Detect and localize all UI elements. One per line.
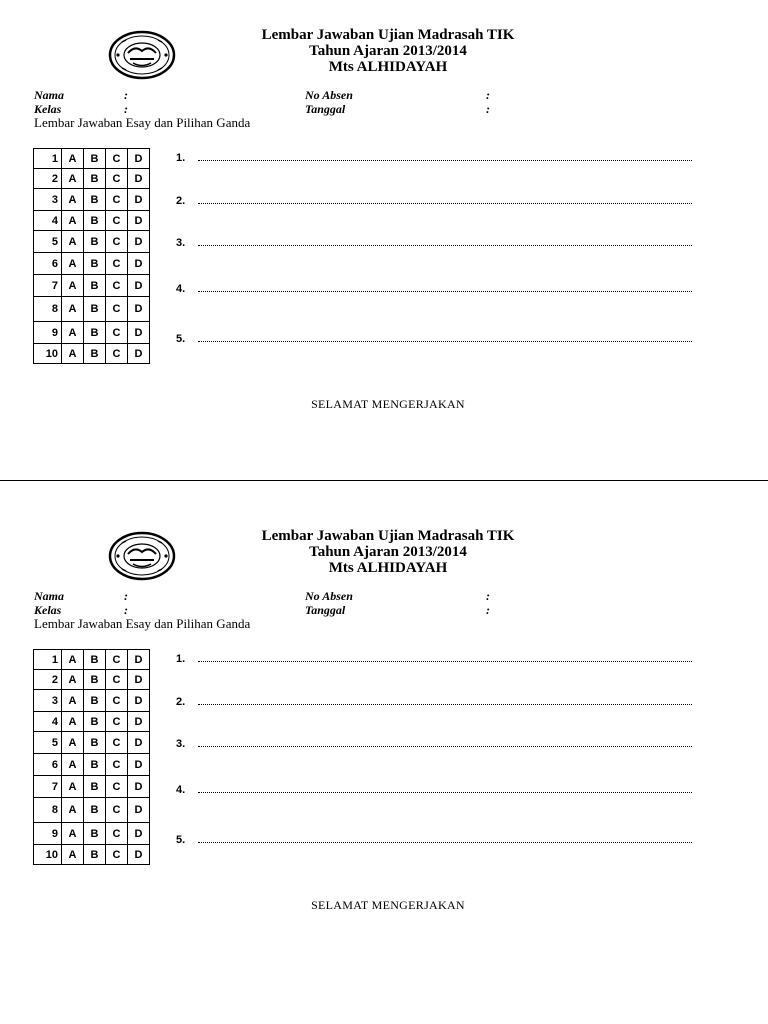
mc-row	[34, 211, 150, 231]
title-line-2: Tahun Ajaran 2013/2014	[309, 544, 467, 560]
mc-row	[34, 712, 150, 732]
mc-option-c[interactable]: C	[106, 845, 128, 865]
essay-dotted-line	[198, 290, 692, 292]
mc-option-a[interactable]: A	[62, 798, 84, 823]
essay-number: 2.	[176, 195, 186, 207]
mc-option-a[interactable]: A	[62, 149, 84, 169]
multiple-choice-table	[33, 649, 150, 865]
mc-row	[34, 732, 150, 754]
mc-question-number: 10	[34, 344, 62, 364]
mc-row	[34, 798, 150, 823]
mc-option-c[interactable]: C	[106, 211, 128, 231]
mc-question-number: 6	[34, 754, 62, 776]
mc-option-a[interactable]: A	[62, 690, 84, 712]
mc-option-a[interactable]: A	[62, 189, 84, 211]
mc-row	[34, 845, 150, 865]
essay-dotted-line	[198, 244, 692, 246]
essay-dotted-line	[198, 660, 692, 662]
mc-option-c[interactable]: C	[106, 690, 128, 712]
title-line-3: Mts ALHIDAYAH	[328, 560, 448, 576]
title-line-1: Lembar Jawaban Ujian Madrasah TIK	[261, 27, 515, 43]
absen-colon: :	[486, 88, 490, 102]
mc-question-number: 3	[34, 189, 62, 211]
mc-option-d[interactable]: D	[128, 670, 150, 690]
essay-line[interactable]	[176, 784, 696, 796]
mc-option-b[interactable]: B	[84, 322, 106, 344]
essay-line[interactable]	[176, 653, 696, 665]
essay-line[interactable]	[176, 195, 696, 207]
multiple-choice-table	[33, 148, 150, 364]
mc-option-a[interactable]: A	[62, 670, 84, 690]
mc-option-c[interactable]: C	[106, 253, 128, 275]
mc-option-b[interactable]: B	[84, 275, 106, 297]
mc-question-number: 6	[34, 253, 62, 275]
mc-option-a[interactable]: A	[62, 823, 84, 845]
mc-option-b[interactable]: B	[84, 845, 106, 865]
mc-option-b[interactable]: B	[84, 211, 106, 231]
essay-dotted-line	[198, 159, 692, 161]
essay-line[interactable]	[176, 283, 696, 295]
mc-row	[34, 776, 150, 798]
mc-option-d[interactable]: D	[128, 754, 150, 776]
mc-question-number: 4	[34, 211, 62, 231]
mc-question-number: 2	[34, 169, 62, 189]
absen-label: No Absen	[305, 589, 353, 603]
class-label: Kelas	[34, 102, 62, 116]
mc-option-b[interactable]: B	[84, 823, 106, 845]
title-line-1: Lembar Jawaban Ujian Madrasah TIK	[261, 528, 515, 544]
mc-option-a[interactable]: A	[62, 845, 84, 865]
mc-option-d[interactable]: D	[128, 297, 150, 322]
mc-question-number: 2	[34, 670, 62, 690]
mc-option-a[interactable]: A	[62, 712, 84, 732]
mc-option-b[interactable]: B	[84, 670, 106, 690]
class-label: Kelas	[34, 603, 62, 617]
date-label: Tanggal	[305, 603, 346, 617]
mc-option-c[interactable]: C	[106, 798, 128, 823]
mc-option-a[interactable]: A	[62, 650, 84, 670]
mc-question-number: 1	[34, 650, 62, 670]
answer-sheet-bottom	[0, 501, 768, 981]
mc-option-c[interactable]: C	[106, 169, 128, 189]
class-colon: :	[124, 603, 128, 617]
mc-option-b[interactable]: B	[84, 754, 106, 776]
mc-option-b[interactable]: B	[84, 650, 106, 670]
absen-colon: :	[486, 589, 490, 603]
essay-number: 2.	[176, 696, 186, 708]
essay-dotted-line	[198, 202, 692, 204]
mc-row	[34, 322, 150, 344]
essay-line[interactable]	[176, 237, 696, 249]
mc-option-b[interactable]: B	[84, 776, 106, 798]
mc-row	[34, 754, 150, 776]
mc-option-d[interactable]: D	[128, 231, 150, 253]
essay-number: 1.	[176, 152, 186, 164]
cut-line	[0, 480, 768, 481]
mc-option-d[interactable]: D	[128, 253, 150, 275]
essay-number: 4.	[176, 283, 186, 295]
mc-row	[34, 823, 150, 845]
mc-option-d[interactable]: D	[128, 712, 150, 732]
mc-question-number: 1	[34, 149, 62, 169]
mc-row	[34, 169, 150, 189]
mc-option-a[interactable]: A	[62, 297, 84, 322]
essay-dotted-line	[198, 745, 692, 747]
mc-option-d[interactable]: D	[128, 169, 150, 189]
mc-option-d[interactable]: D	[128, 798, 150, 823]
mc-question-number: 5	[34, 732, 62, 754]
mc-option-b[interactable]: B	[84, 169, 106, 189]
mc-row	[34, 231, 150, 253]
mc-row	[34, 149, 150, 169]
mc-option-c[interactable]: C	[106, 275, 128, 297]
mc-option-a[interactable]: A	[62, 211, 84, 231]
mc-row	[34, 189, 150, 211]
mc-row	[34, 275, 150, 297]
mc-option-d[interactable]: D	[128, 690, 150, 712]
mc-option-b[interactable]: B	[84, 690, 106, 712]
mc-question-number: 5	[34, 231, 62, 253]
essay-number: 5.	[176, 834, 186, 846]
mc-option-d[interactable]: D	[128, 344, 150, 364]
mc-option-d[interactable]: D	[128, 149, 150, 169]
mc-question-number: 10	[34, 845, 62, 865]
mc-option-a[interactable]: A	[62, 231, 84, 253]
mc-option-a[interactable]: A	[62, 275, 84, 297]
mc-option-b[interactable]: B	[84, 149, 106, 169]
essay-line[interactable]	[176, 333, 696, 345]
mc-option-d[interactable]: D	[128, 650, 150, 670]
mc-row	[34, 344, 150, 364]
mc-option-d[interactable]: D	[128, 211, 150, 231]
mc-option-d[interactable]: D	[128, 732, 150, 754]
essay-number: 3.	[176, 738, 186, 750]
mc-option-a[interactable]: A	[62, 169, 84, 189]
title-line-2: Tahun Ajaran 2013/2014	[309, 43, 467, 59]
mc-option-b[interactable]: B	[84, 344, 106, 364]
mc-row	[34, 650, 150, 670]
mc-question-number: 7	[34, 275, 62, 297]
mc-option-d[interactable]: D	[128, 275, 150, 297]
mc-option-c[interactable]: C	[106, 776, 128, 798]
mc-option-c[interactable]: C	[106, 322, 128, 344]
mc-option-a[interactable]: A	[62, 732, 84, 754]
mc-option-b[interactable]: B	[84, 297, 106, 322]
sheet-subtitle: Lembar Jawaban Esay dan Pilihan Ganda	[34, 616, 251, 631]
class-colon: :	[124, 102, 128, 116]
mc-option-d[interactable]: D	[128, 322, 150, 344]
sheet-subtitle: Lembar Jawaban Esay dan Pilihan Ganda	[34, 115, 251, 130]
date-label: Tanggal	[305, 102, 346, 116]
mc-option-a[interactable]: A	[62, 344, 84, 364]
mc-option-a[interactable]: A	[62, 322, 84, 344]
date-colon: :	[486, 603, 490, 617]
mc-question-number: 9	[34, 322, 62, 344]
closing-message: SELAMAT MENGERJAKAN	[311, 898, 465, 912]
mc-option-c[interactable]: C	[106, 297, 128, 322]
mc-question-number: 9	[34, 823, 62, 845]
mc-option-b[interactable]: B	[84, 732, 106, 754]
name-label: Nama	[34, 589, 64, 603]
essay-number: 1.	[176, 653, 186, 665]
mc-option-c[interactable]: C	[106, 189, 128, 211]
mc-option-a[interactable]: A	[62, 754, 84, 776]
mc-option-b[interactable]: B	[84, 712, 106, 732]
essay-dotted-line	[198, 841, 692, 843]
name-label: Nama	[34, 88, 64, 102]
absen-label: No Absen	[305, 88, 353, 102]
mc-option-a[interactable]: A	[62, 253, 84, 275]
title-line-3: Mts ALHIDAYAH	[328, 59, 448, 75]
essay-dotted-line	[198, 703, 692, 705]
mc-option-d[interactable]: D	[128, 776, 150, 798]
mc-question-number: 4	[34, 712, 62, 732]
mc-option-c[interactable]: C	[106, 823, 128, 845]
mc-row	[34, 297, 150, 322]
mc-option-d[interactable]: D	[128, 189, 150, 211]
mc-question-number: 3	[34, 690, 62, 712]
mc-option-c[interactable]: C	[106, 231, 128, 253]
mc-option-b[interactable]: B	[84, 253, 106, 275]
mc-option-d[interactable]: D	[128, 845, 150, 865]
mc-option-b[interactable]: B	[84, 231, 106, 253]
mc-question-number: 7	[34, 776, 62, 798]
essay-line[interactable]	[176, 696, 696, 708]
essay-number: 5.	[176, 333, 186, 345]
mc-row	[34, 253, 150, 275]
essay-line[interactable]	[176, 834, 696, 846]
mc-option-c[interactable]: C	[106, 344, 128, 364]
essay-line[interactable]	[176, 738, 696, 750]
mc-option-c[interactable]: C	[106, 670, 128, 690]
essay-number: 3.	[176, 237, 186, 249]
mc-option-d[interactable]: D	[128, 823, 150, 845]
mc-question-number: 8	[34, 297, 62, 322]
answer-sheet-top	[0, 0, 768, 480]
mc-option-b[interactable]: B	[84, 189, 106, 211]
date-colon: :	[486, 102, 490, 116]
essay-line[interactable]	[176, 152, 696, 164]
mc-row	[34, 670, 150, 690]
name-colon: :	[124, 589, 128, 603]
essay-number: 4.	[176, 784, 186, 796]
essay-dotted-line	[198, 340, 692, 342]
mc-option-c[interactable]: C	[106, 732, 128, 754]
mc-option-a[interactable]: A	[62, 776, 84, 798]
closing-message: SELAMAT MENGERJAKAN	[311, 397, 465, 411]
mc-option-c[interactable]: C	[106, 650, 128, 670]
mc-option-b[interactable]: B	[84, 798, 106, 823]
name-colon: :	[124, 88, 128, 102]
mc-row	[34, 690, 150, 712]
mc-option-c[interactable]: C	[106, 712, 128, 732]
mc-option-c[interactable]: C	[106, 149, 128, 169]
mc-option-c[interactable]: C	[106, 754, 128, 776]
essay-dotted-line	[198, 791, 692, 793]
mc-question-number: 8	[34, 798, 62, 823]
